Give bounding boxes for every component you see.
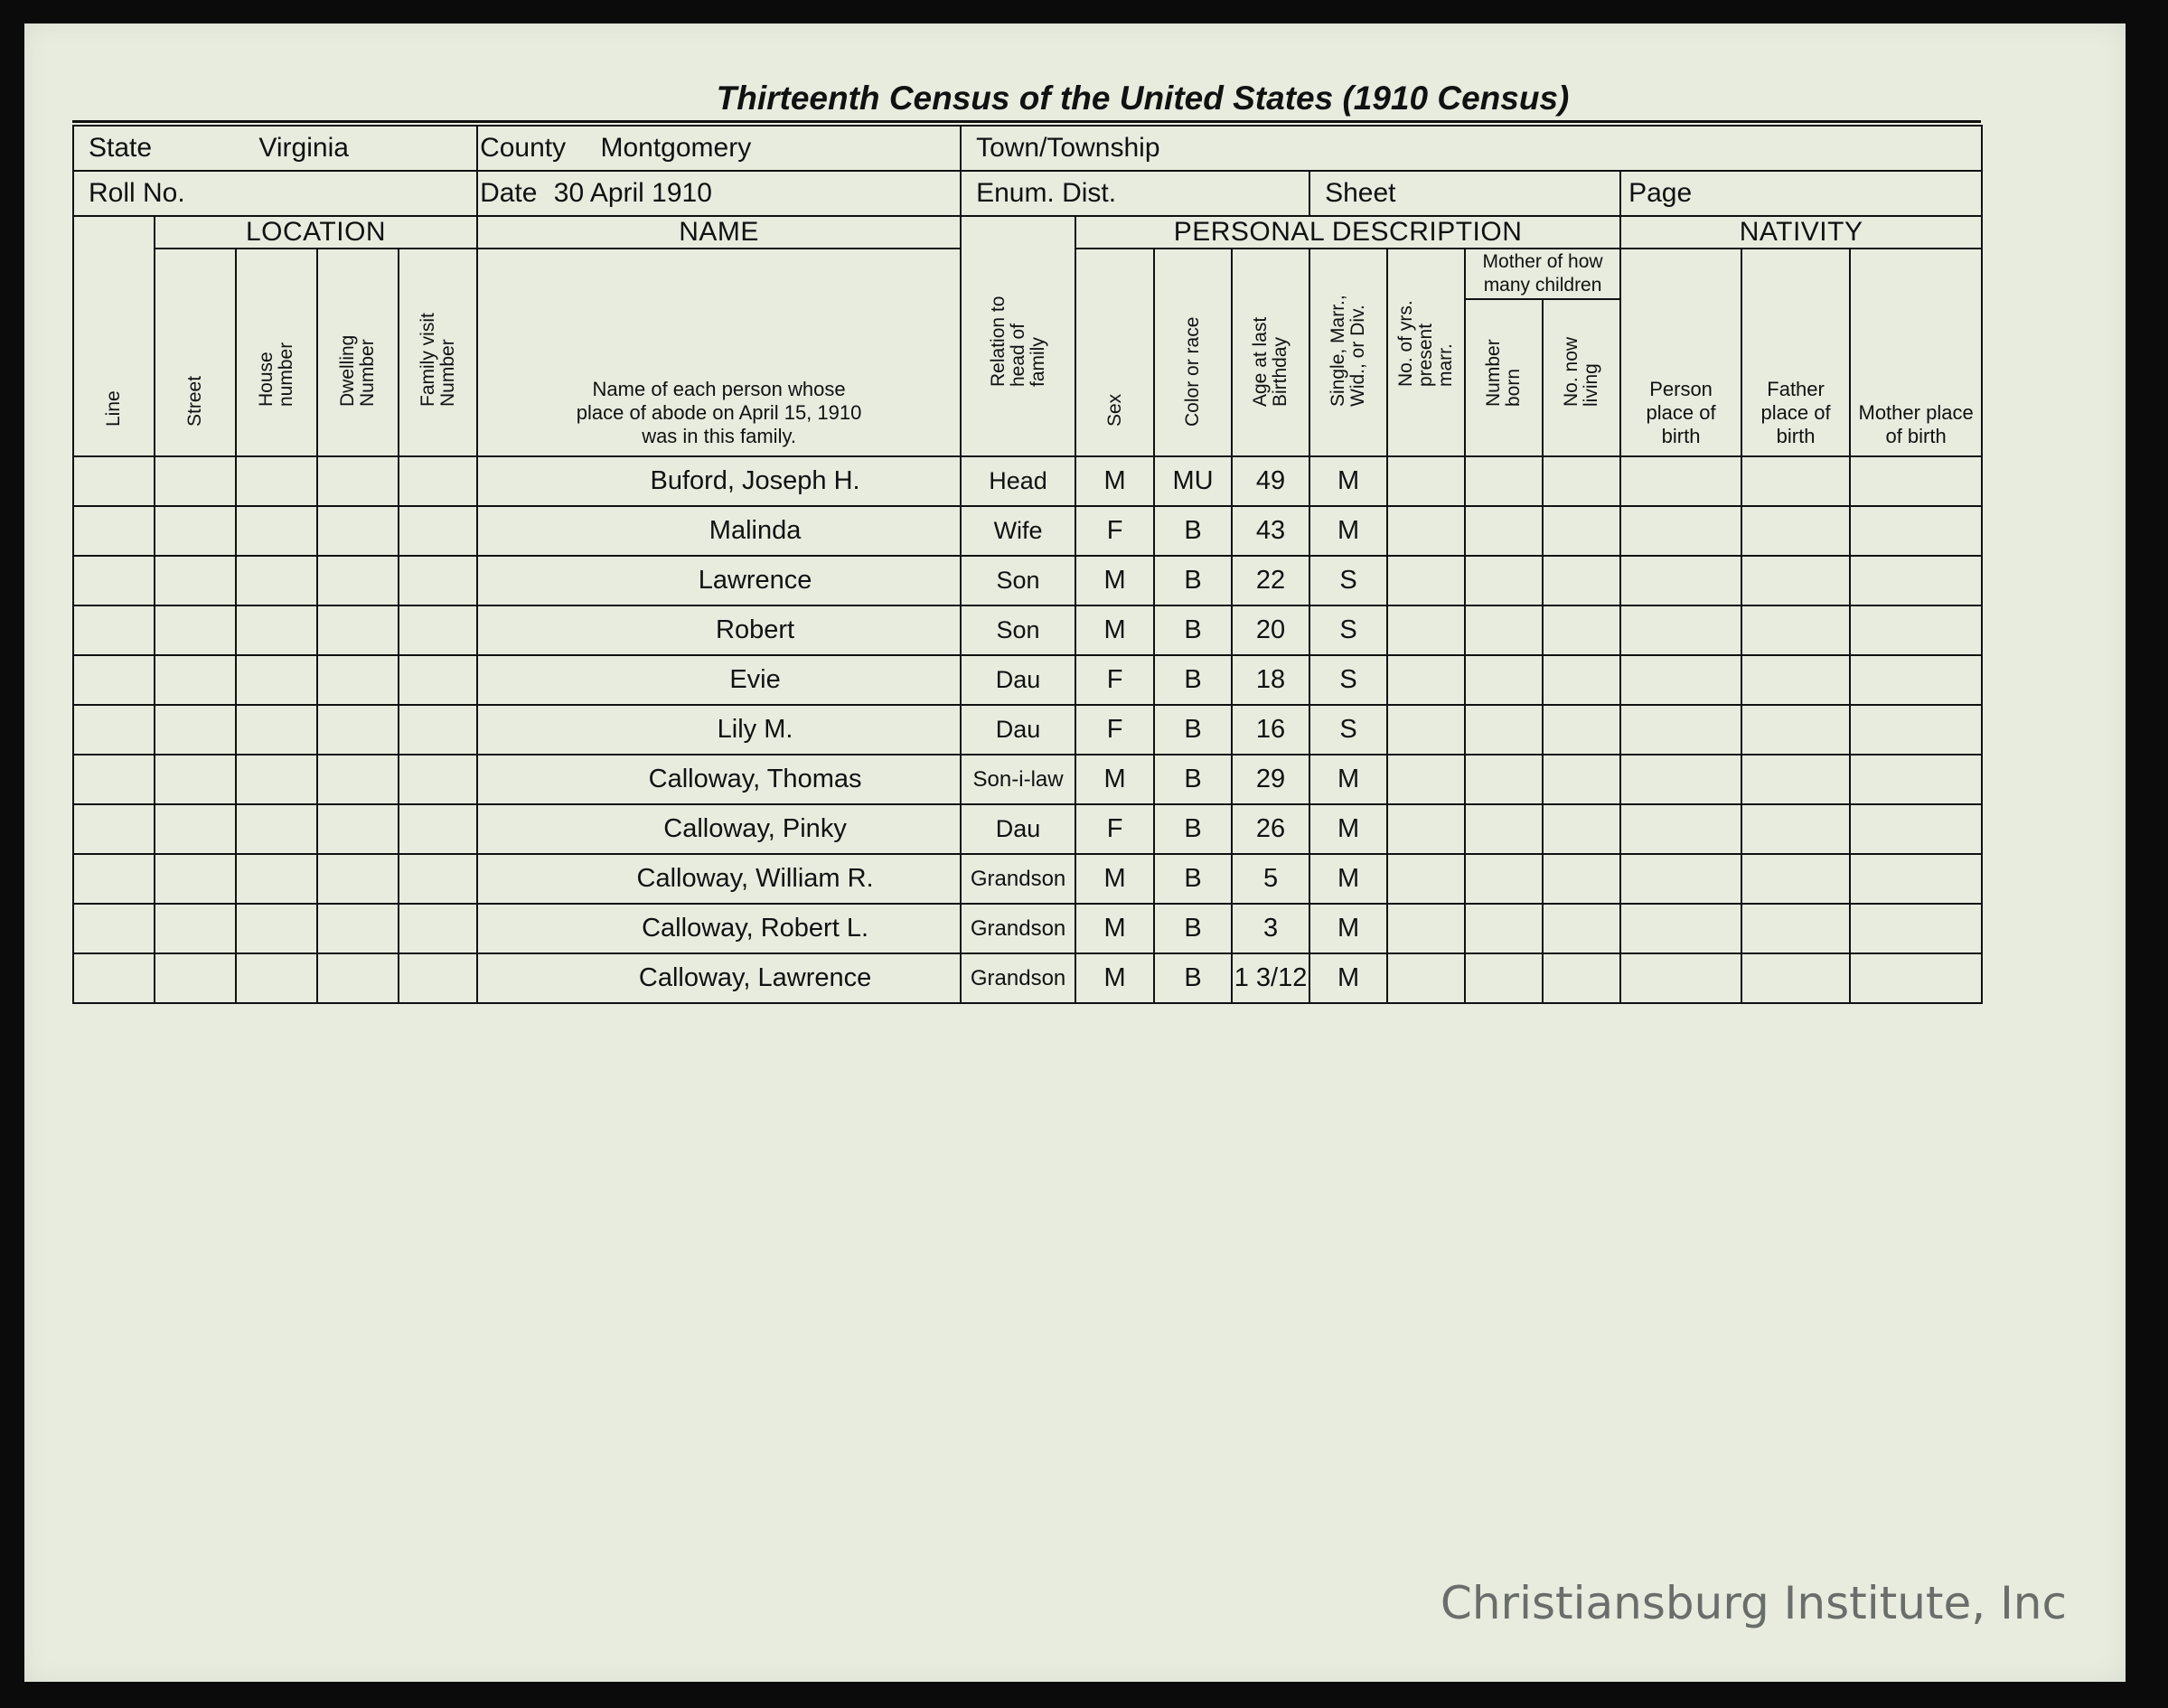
- empty-cell: [1850, 953, 1982, 1003]
- group-personal: PERSONAL DESCRIPTION: [1075, 216, 1620, 249]
- empty-cell: [1850, 705, 1982, 755]
- empty-cell: [1387, 904, 1465, 953]
- empty-cell: [236, 755, 317, 804]
- cell-name: Lawrence: [477, 556, 961, 605]
- cell-name: Calloway, William R.: [477, 854, 961, 904]
- empty-cell: [399, 655, 477, 705]
- empty-cell: [1543, 854, 1620, 904]
- cell-name: Robert: [477, 605, 961, 655]
- empty-cell: [1620, 953, 1741, 1003]
- sheet-label: Sheet: [1325, 178, 1396, 208]
- table-row: [73, 854, 1982, 904]
- cell-color: B: [1154, 904, 1232, 953]
- cell-name: Calloway, Robert L.: [477, 904, 961, 953]
- empty-cell: [317, 655, 399, 705]
- table-row: [73, 655, 1982, 705]
- roll-cell: [73, 171, 477, 216]
- col-age: [1232, 249, 1309, 456]
- cell-marital: M: [1309, 456, 1387, 506]
- empty-cell: [155, 506, 236, 556]
- cell-marital: S: [1309, 705, 1387, 755]
- empty-cell: [1850, 556, 1982, 605]
- empty-cell: [1465, 804, 1543, 854]
- cell-sex: F: [1075, 655, 1154, 705]
- col-marital: [1309, 249, 1387, 456]
- cell-sex: F: [1075, 506, 1154, 556]
- empty-cell: [317, 755, 399, 804]
- empty-cell: [236, 904, 317, 953]
- empty-cell: [73, 655, 155, 705]
- empty-cell: [1741, 655, 1850, 705]
- cell-age: 49: [1232, 456, 1309, 506]
- group-name: NAME: [477, 216, 961, 249]
- empty-cell: [1387, 655, 1465, 705]
- empty-cell: [1620, 804, 1741, 854]
- empty-cell: [317, 456, 399, 506]
- empty-cell: [1543, 456, 1620, 506]
- col-dwelling-label: Dwelling Number: [337, 334, 378, 407]
- cell-sex: M: [1075, 605, 1154, 655]
- header-row-2: [73, 171, 1982, 216]
- empty-cell: [317, 953, 399, 1003]
- cell-relation: Wife: [961, 506, 1075, 556]
- cell-marital: M: [1309, 904, 1387, 953]
- col-father-birth: [1741, 249, 1850, 456]
- cell-relation: Son-i-law: [961, 755, 1075, 804]
- empty-cell: [73, 953, 155, 1003]
- cell-relation: Grandson: [961, 854, 1075, 904]
- empty-cell: [317, 804, 399, 854]
- col-marital-label: Single, Marr., Wid., or Div.: [1328, 295, 1369, 407]
- empty-cell: [236, 605, 317, 655]
- empty-cell: [1465, 854, 1543, 904]
- empty-cell: [1387, 705, 1465, 755]
- empty-cell: [73, 456, 155, 506]
- empty-cell: [1741, 904, 1850, 953]
- empty-cell: [399, 556, 477, 605]
- empty-cell: [73, 556, 155, 605]
- empty-cell: [1620, 456, 1741, 506]
- title-rule: [72, 120, 1981, 123]
- sheet-cell: [1309, 171, 1620, 216]
- cell-sex: M: [1075, 556, 1154, 605]
- group-nativity: NATIVITY: [1620, 216, 1982, 249]
- cell-age: 3: [1232, 904, 1309, 953]
- cell-name: Lily M.: [477, 705, 961, 755]
- col-age-label: Age at last Birthday: [1250, 316, 1291, 407]
- empty-cell: [1741, 506, 1850, 556]
- cell-age: 22: [1232, 556, 1309, 605]
- col-years-married-label: No. of yrs. present marr.: [1395, 300, 1457, 387]
- cell-name: Buford, Joseph H.: [477, 456, 961, 506]
- empty-cell: [1465, 655, 1543, 705]
- empty-cell: [73, 605, 155, 655]
- empty-cell: [1543, 655, 1620, 705]
- col-family-label: Family visit Number: [417, 313, 458, 407]
- roll-label: Roll No.: [89, 178, 185, 208]
- empty-cell: [73, 506, 155, 556]
- county-value: Montgomery: [600, 133, 752, 163]
- col-now-living: [1543, 299, 1620, 456]
- empty-cell: [1741, 456, 1850, 506]
- empty-cell: [1850, 854, 1982, 904]
- cell-age: 16: [1232, 705, 1309, 755]
- empty-cell: [1387, 605, 1465, 655]
- empty-cell: [155, 953, 236, 1003]
- state-cell: [73, 126, 477, 171]
- cell-color: B: [1154, 556, 1232, 605]
- empty-cell: [1850, 755, 1982, 804]
- empty-cell: [236, 456, 317, 506]
- empty-cell: [1465, 953, 1543, 1003]
- empty-cell: [399, 705, 477, 755]
- cell-name: Calloway, Thomas: [477, 755, 961, 804]
- census-rows: [73, 456, 1982, 1003]
- empty-cell: [317, 556, 399, 605]
- cell-marital: M: [1309, 854, 1387, 904]
- empty-cell: [1543, 556, 1620, 605]
- cell-relation: Dau: [961, 804, 1075, 854]
- cell-sex: M: [1075, 456, 1154, 506]
- empty-cell: [1387, 755, 1465, 804]
- town-label: Town/Township: [976, 133, 1160, 163]
- empty-cell: [1543, 755, 1620, 804]
- cell-marital: M: [1309, 755, 1387, 804]
- empty-cell: [317, 705, 399, 755]
- cell-sex: M: [1075, 953, 1154, 1003]
- empty-cell: [399, 506, 477, 556]
- cell-age: 26: [1232, 804, 1309, 854]
- empty-cell: [1465, 506, 1543, 556]
- empty-cell: [1850, 904, 1982, 953]
- empty-cell: [1850, 456, 1982, 506]
- form-title: Thirteenth Census of the United States (1910 Census): [716, 80, 1570, 117]
- empty-cell: [155, 705, 236, 755]
- empty-cell: [236, 854, 317, 904]
- empty-cell: [1741, 556, 1850, 605]
- page-cell: [1620, 171, 1982, 216]
- cell-marital: S: [1309, 655, 1387, 705]
- cell-age: 18: [1232, 655, 1309, 705]
- watermark: Christiansburg Institute, Inc: [1440, 1577, 2067, 1629]
- cell-relation: Head: [961, 456, 1075, 506]
- empty-cell: [1387, 506, 1465, 556]
- col-house-label: House number: [256, 342, 296, 407]
- town-cell: [961, 126, 1982, 171]
- cell-age: 29: [1232, 755, 1309, 804]
- empty-cell: [399, 854, 477, 904]
- cell-age: 5: [1232, 854, 1309, 904]
- empty-cell: [1465, 556, 1543, 605]
- cell-sex: F: [1075, 804, 1154, 854]
- cell-relation: Dau: [961, 655, 1075, 705]
- empty-cell: [1465, 755, 1543, 804]
- empty-cell: [1465, 456, 1543, 506]
- enum-cell: [961, 171, 1309, 216]
- cell-relation: Dau: [961, 705, 1075, 755]
- empty-cell: [1543, 506, 1620, 556]
- col-dwelling: [317, 249, 399, 456]
- empty-cell: [399, 605, 477, 655]
- cell-age: 20: [1232, 605, 1309, 655]
- empty-cell: [317, 904, 399, 953]
- table-row: [73, 506, 1982, 556]
- empty-cell: [1543, 605, 1620, 655]
- empty-cell: [1741, 804, 1850, 854]
- empty-cell: [1741, 605, 1850, 655]
- date-label: Date: [480, 178, 538, 208]
- empty-cell: [399, 804, 477, 854]
- cell-sex: M: [1075, 755, 1154, 804]
- cell-color: MU: [1154, 456, 1232, 506]
- empty-cell: [1543, 705, 1620, 755]
- col-father-birth-label: Father place of birth: [1760, 378, 1831, 447]
- col-name: [477, 249, 961, 456]
- cell-color: B: [1154, 506, 1232, 556]
- empty-cell: [73, 904, 155, 953]
- cell-name: Evie: [477, 655, 961, 705]
- empty-cell: [1741, 755, 1850, 804]
- empty-cell: [236, 953, 317, 1003]
- date-value: 30 April 1910: [553, 178, 712, 208]
- empty-cell: [1620, 605, 1741, 655]
- cell-color: B: [1154, 655, 1232, 705]
- empty-cell: [317, 854, 399, 904]
- empty-cell: [155, 804, 236, 854]
- empty-cell: [1850, 655, 1982, 705]
- col-sex: [1075, 249, 1154, 456]
- empty-cell: [1543, 904, 1620, 953]
- empty-cell: [236, 506, 317, 556]
- empty-cell: [1387, 804, 1465, 854]
- empty-cell: [1741, 953, 1850, 1003]
- state-label: State: [89, 133, 153, 163]
- cell-marital: M: [1309, 804, 1387, 854]
- cell-relation: Son: [961, 556, 1075, 605]
- col-color-label: Color or race: [1182, 316, 1204, 427]
- col-street: [155, 249, 236, 456]
- empty-cell: [317, 605, 399, 655]
- empty-cell: [1543, 804, 1620, 854]
- empty-cell: [1465, 904, 1543, 953]
- col-street-label: Street: [184, 375, 205, 427]
- empty-cell: [1620, 705, 1741, 755]
- empty-cell: [1741, 705, 1850, 755]
- table-row: [73, 456, 1982, 506]
- col-color: [1154, 249, 1232, 456]
- cell-marital: M: [1309, 953, 1387, 1003]
- empty-cell: [155, 854, 236, 904]
- col-line-label: Line: [103, 390, 124, 427]
- cell-marital: M: [1309, 506, 1387, 556]
- cell-name: Calloway, Pinky: [477, 804, 961, 854]
- empty-cell: [73, 804, 155, 854]
- page-label: Page: [1628, 178, 1693, 208]
- empty-cell: [155, 605, 236, 655]
- col-person-birth: [1620, 249, 1741, 456]
- empty-cell: [1387, 456, 1465, 506]
- table-row: [73, 556, 1982, 605]
- empty-cell: [1850, 605, 1982, 655]
- col-name-label: Name of each person whose place of abode on April 15, 1910 was in this family.: [576, 378, 862, 447]
- col-house: [236, 249, 317, 456]
- empty-cell: [399, 904, 477, 953]
- empty-cell: [155, 456, 236, 506]
- empty-cell: [1620, 755, 1741, 804]
- col-mother-birth: [1850, 249, 1982, 456]
- col-number-born: [1465, 299, 1543, 456]
- empty-cell: [399, 755, 477, 804]
- empty-cell: [1387, 556, 1465, 605]
- empty-cell: [155, 556, 236, 605]
- group-mother: Mother of how many children: [1465, 249, 1620, 299]
- empty-cell: [155, 904, 236, 953]
- header-row-1: [73, 126, 1982, 171]
- county-cell: [477, 126, 961, 171]
- empty-cell: [1387, 953, 1465, 1003]
- empty-cell: [155, 755, 236, 804]
- empty-cell: [399, 953, 477, 1003]
- empty-cell: [1620, 655, 1741, 705]
- cell-age: 1 3/12: [1232, 953, 1309, 1003]
- enum-label: Enum. Dist.: [976, 178, 1117, 208]
- empty-cell: [236, 556, 317, 605]
- cell-age: 43: [1232, 506, 1309, 556]
- table-row: [73, 804, 1982, 854]
- empty-cell: [1620, 506, 1741, 556]
- date-cell: [477, 171, 961, 216]
- empty-cell: [236, 705, 317, 755]
- cell-color: B: [1154, 755, 1232, 804]
- table-row: [73, 904, 1982, 953]
- col-now-living-label: No. now living: [1561, 336, 1602, 407]
- cell-name: Malinda: [477, 506, 961, 556]
- cell-relation: Grandson: [961, 904, 1075, 953]
- table-row: [73, 755, 1982, 804]
- empty-cell: [1850, 804, 1982, 854]
- county-label: County: [480, 133, 567, 163]
- cell-color: B: [1154, 854, 1232, 904]
- empty-cell: [1543, 953, 1620, 1003]
- col-number-born-label: Number born: [1483, 339, 1525, 407]
- empty-cell: [73, 755, 155, 804]
- empty-cell: [236, 655, 317, 705]
- col-person-birth-label: Person place of birth: [1646, 378, 1716, 447]
- col-relation-label: Relation to head of family: [987, 296, 1048, 387]
- cell-color: B: [1154, 705, 1232, 755]
- table-row: [73, 705, 1982, 755]
- cell-color: B: [1154, 605, 1232, 655]
- cell-marital: S: [1309, 605, 1387, 655]
- empty-cell: [1620, 854, 1741, 904]
- cell-sex: F: [1075, 705, 1154, 755]
- cell-relation: Grandson: [961, 953, 1075, 1003]
- empty-cell: [155, 655, 236, 705]
- empty-cell: [236, 804, 317, 854]
- empty-cell: [73, 854, 155, 904]
- cell-sex: M: [1075, 904, 1154, 953]
- group-location: LOCATION: [155, 216, 477, 249]
- empty-cell: [317, 506, 399, 556]
- cell-marital: S: [1309, 556, 1387, 605]
- col-mother-birth-label: Mother place of birth: [1858, 401, 1974, 447]
- cell-relation: Son: [961, 605, 1075, 655]
- empty-cell: [73, 705, 155, 755]
- empty-cell: [1620, 556, 1741, 605]
- group-header-row: [73, 216, 1982, 249]
- empty-cell: [1620, 904, 1741, 953]
- table-row: [73, 953, 1982, 1003]
- empty-cell: [1465, 605, 1543, 655]
- col-years-married: [1387, 249, 1465, 456]
- cell-color: B: [1154, 804, 1232, 854]
- cell-sex: M: [1075, 854, 1154, 904]
- col-sex-label: Sex: [1103, 393, 1125, 427]
- cell-name: Calloway, Lawrence: [477, 953, 961, 1003]
- table-row: [73, 605, 1982, 655]
- col-line: [73, 216, 155, 456]
- empty-cell: [399, 456, 477, 506]
- empty-cell: [1741, 854, 1850, 904]
- cell-color: B: [1154, 953, 1232, 1003]
- empty-cell: [1850, 506, 1982, 556]
- state-value: Virginia: [258, 133, 349, 163]
- census-table: [72, 125, 1983, 1004]
- col-relation: [961, 216, 1075, 456]
- col-family: [399, 249, 477, 456]
- empty-cell: [1465, 705, 1543, 755]
- empty-cell: [1387, 854, 1465, 904]
